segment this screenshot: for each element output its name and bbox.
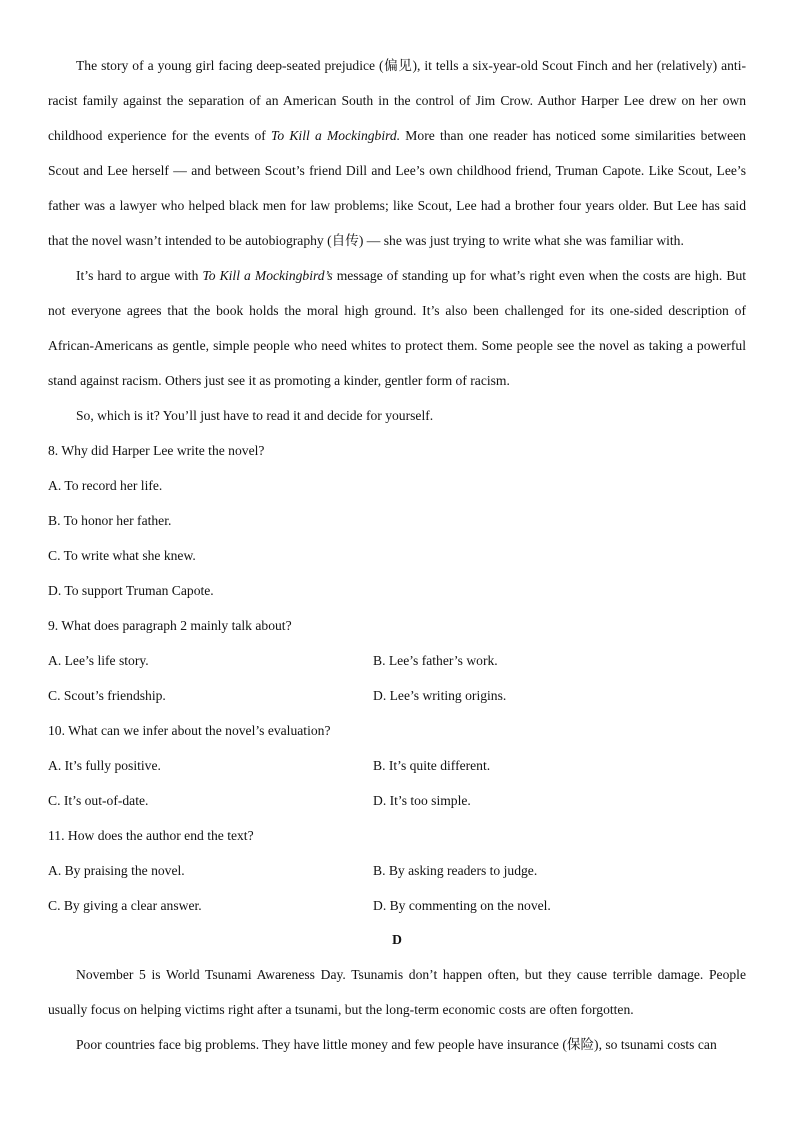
passage-c-paragraph-3: So, which is it? You’ll just have to read it and decide for yourself. [76, 408, 434, 423]
question-11-option-a: A. By praising the novel. [48, 863, 185, 878]
question-11-option-d: D. By commenting on the novel. [373, 898, 551, 913]
question-9-stem: 9. What does paragraph 2 mainly talk about? [48, 618, 292, 633]
question-9-option-b: B. Lee’s father’s work. [373, 653, 498, 668]
question-9-option-c: C. Scout’s friendship. [48, 688, 166, 703]
question-11-options-row-2 [48, 888, 746, 923]
passage-c-paragraph-1 [48, 48, 746, 258]
paragraph-text: The story of a young girl facing deep-seated prejudice (偏见), it tells a six-year-old Scout Finch and her (relatively) anti-racist family against the separation of an American South in the control of Jim Crow. Author Harper Lee drew on her own childhood experience for the events of [48, 58, 746, 143]
question-10-stem: 10. What can we infer about the novel’s evaluation? [48, 723, 331, 738]
question-11-stem: 11. How does the author end the text? [48, 828, 254, 843]
question-8-option-a: A. To record her life. [48, 478, 163, 493]
question-10-options-row-2 [48, 783, 746, 818]
question-11-options-row-1 [48, 853, 746, 888]
paragraph-text: It’s hard to argue with [76, 268, 203, 283]
section-d-paragraph-2: Poor countries face big problems. They have little money and few people have insurance (保险), so tsunami costs can [76, 1037, 717, 1052]
question-8-option-d: D. To support Truman Capote. [48, 583, 214, 598]
question-10-option-c: C. It’s out-of-date. [48, 793, 149, 808]
section-heading: D [392, 932, 402, 947]
question-11-option-b: B. By asking readers to judge. [373, 863, 538, 878]
book-title: To Kill a Mockingbird’s [202, 268, 333, 283]
question-10-options-row-1 [48, 748, 746, 783]
passage-c-paragraph-2 [48, 258, 746, 398]
question-10-option-b: B. It’s quite different. [373, 758, 491, 773]
document-page [48, 48, 746, 1062]
question-9-options-row-2 [48, 678, 746, 713]
question-11-option-c: C. By giving a clear answer. [48, 898, 202, 913]
question-10-option-a: A. It’s fully positive. [48, 758, 161, 773]
question-9-options-row-1 [48, 643, 746, 678]
paragraph-text: More than one reader has noticed some similarities between Scout and Lee herself — and between Scout’s friend Dill and Lee’s own childhood friend, Truman Capote. Like Scout, Lee’s father was a lawyer who helped black men for law problems; like Scout, Lee had a brother four years older. But Lee has said that the novel wasn’t intended to be autobiography (自传) — she was just trying to write what she was familiar with. [48, 128, 746, 248]
question-8-stem: 8. Why did Harper Lee write the novel? [48, 443, 265, 458]
question-8-option-c: C. To write what she knew. [48, 548, 196, 563]
section-d-paragraph-1: November 5 is World Tsunami Awareness Day. Tsunamis don’t happen often, but they cause terrible damage. People usually focus on helping victims right after a tsunami, but the long-term economic costs are often forgotten. [48, 967, 746, 1017]
book-title: To Kill a Mockingbird. [271, 128, 401, 143]
question-10-option-d: D. It’s too simple. [373, 793, 471, 808]
paragraph-text: message of standing up for what’s right even when the costs are high. But not everyone agrees that the book holds the moral high ground. It’s also been challenged for its one-sided description of African-Americans as gentle, simple people who need whites to protect them. Some people see the novel as taking a powerful stand against racism. Others just see it as promoting a kinder, gentler form of racism. [48, 268, 747, 388]
question-9-option-d: D. Lee’s writing origins. [373, 688, 507, 703]
question-9-option-a: A. Lee’s life story. [48, 653, 149, 668]
question-8-option-b: B. To honor her father. [48, 513, 172, 528]
